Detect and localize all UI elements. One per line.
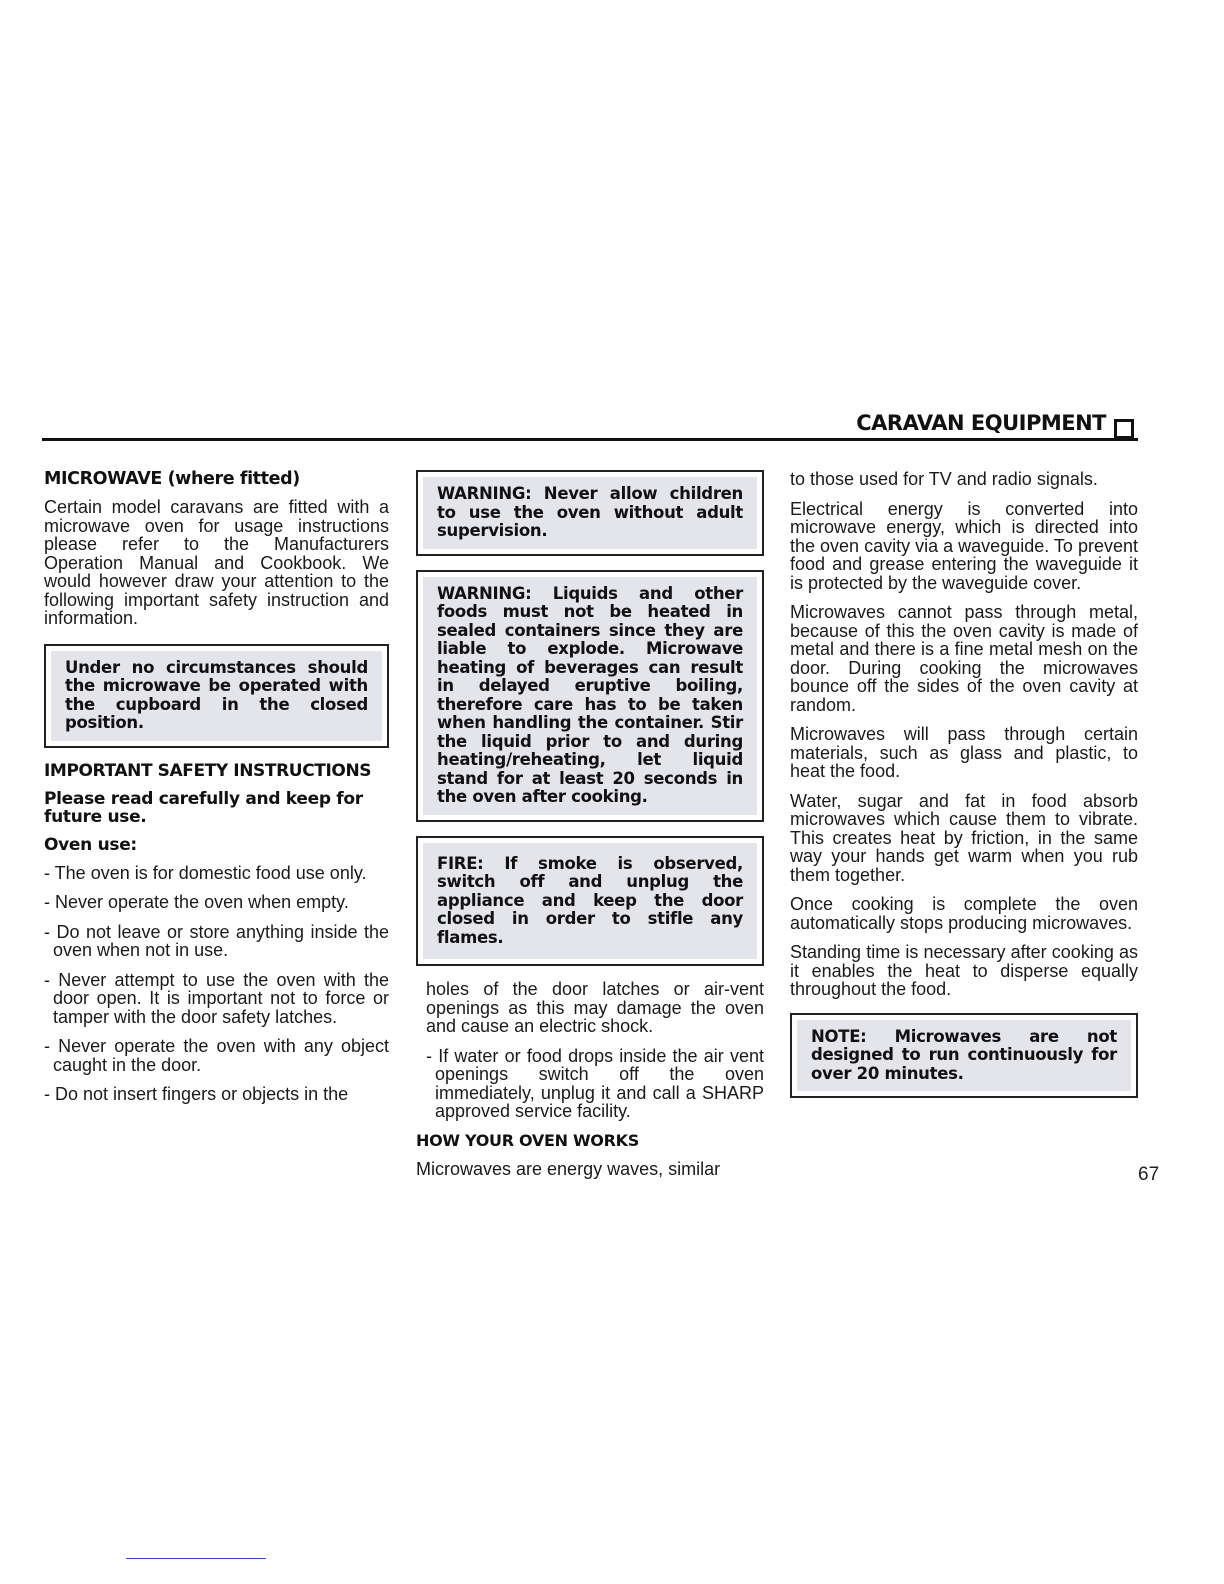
column-left	[44, 470, 389, 1115]
bullet-store: - Do not leave or store anything inside the oven when not in use.	[44, 921, 389, 960]
cupboard-warning-text: Under no circumstances should the microwave be operated with the cupboard in the closed position.	[51, 651, 382, 741]
how-oven-works-heading: HOW YOUR OVEN WORKS	[416, 1130, 639, 1150]
liquids-warning-text: WARNING: Liquids and other foods must not be heated in sealed containers since they are liable to explode. Microwave heating of beverages can result in delayed eruptive boiling, therefore care has to be taken when handling the container. Stir the liquid prior to and during heating/reheating, let liquid stand for at least 20 seconds in the oven after cooking.	[423, 577, 757, 815]
keep-note: Please read carefully and keep for future use.	[44, 788, 363, 827]
bullet-domestic: - The oven is for domestic food use only.	[44, 862, 367, 883]
bullet-empty: - Never operate the oven when empty.	[44, 892, 349, 912]
liquids-warning-box	[416, 570, 764, 822]
bullet-door-open: - Never attempt to use the oven with the door open. It is important not to force or tamper with the door safety latches.	[44, 969, 389, 1027]
standing-time-paragraph: Standing time is necessary after cooking as it enables the heat to disperse equally throughout the food.	[790, 942, 1138, 999]
section-marker-square	[1114, 419, 1134, 439]
absorb-paragraph: Water, sugar and fat in food absorb microwaves which cause them to vibrate. This creates heat by friction, in the same way your hands get warm when you rub them together.	[790, 790, 1138, 885]
page-number: 67	[1138, 1164, 1160, 1185]
metal-paragraph: Microwaves cannot pass through metal, because of this the oven cavity is made of metal and there is a fine metal mesh on the door. During cooking the microwaves bounce off the sides of the oven cavity at random.	[790, 602, 1138, 715]
fire-warning-box	[416, 836, 764, 967]
microwave-heading: MICROWAVE (where fitted)	[44, 469, 300, 489]
bullet-water-drops: - If water or food drops inside the air vent openings switch off the oven immediately, unplug it and call a SHARP approved service facility.	[426, 1045, 764, 1121]
note-text: NOTE: Microwaves are not designed to run continuously for over 20 minutes.	[797, 1020, 1131, 1092]
oven-use-heading: Oven use:	[44, 834, 137, 855]
header-rule	[42, 438, 1138, 441]
section-title: CARAVAN EQUIPMENT	[856, 411, 1106, 435]
materials-paragraph: Microwaves will pass through certain materials, such as glass and plastic, to heat the food.	[790, 724, 1138, 781]
tv-radio-paragraph: to those used for TV and radio signals.	[790, 469, 1098, 489]
how-oven-works-intro: Microwaves are energy waves, similar	[416, 1158, 721, 1179]
column-right	[790, 470, 1138, 1112]
safety-heading: IMPORTANT SAFETY INSTRUCTIONS	[44, 760, 372, 781]
intro-paragraph: Certain model caravans are fitted with a microwave oven for usage instructions please refer to the Manufacturers Operation Manual and Cookbook. We would however draw your attention to the following important safety instruction and information.	[44, 497, 389, 628]
electrical-energy-paragraph: Electrical energy is converted into microwave energy, which is directed into the oven cavity via a waveguide. To prevent food and grease entering the waveguide it is protected by the waveguide cover.	[790, 498, 1138, 593]
footer-link-line	[126, 1558, 266, 1559]
bullet-fingers: - Do not insert fingers or objects in the	[44, 1084, 349, 1104]
children-warning-text: WARNING: Never allow children to use the oven without adult supervision.	[423, 477, 757, 549]
fire-warning-text: FIRE: If smoke is observed, switch off and unplug the appliance and keep the door closed in order to stifle any flames.	[423, 843, 757, 960]
column-middle	[416, 470, 764, 1189]
bullet-object-caught: - Never operate the oven with any object caught in the door.	[44, 1036, 389, 1075]
cooking-complete-paragraph: Once cooking is complete the oven automatically stops producing microwaves.	[790, 894, 1138, 933]
continued-paragraph: holes of the door latches or air-vent openings as this may damage the oven and cause an electric shock.	[426, 979, 764, 1036]
cupboard-warning-box	[44, 644, 389, 748]
children-warning-box	[416, 470, 764, 556]
note-box	[790, 1013, 1138, 1099]
